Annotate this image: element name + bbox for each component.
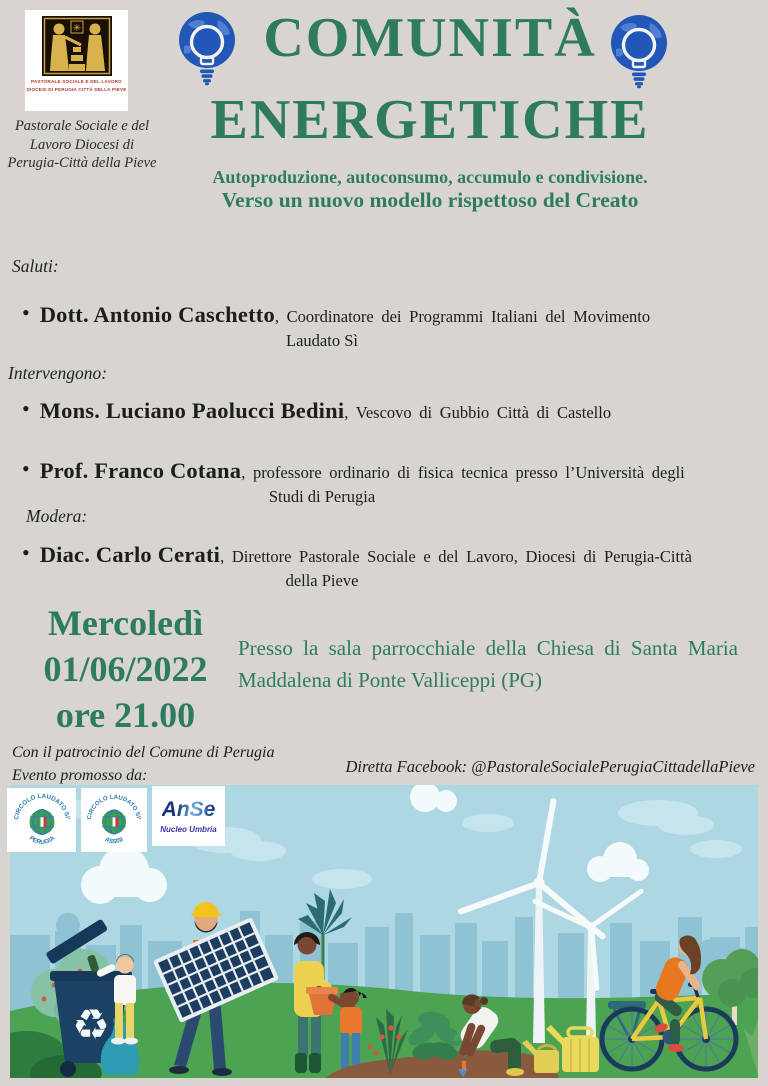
section-label-modera: Modera: [26, 506, 88, 526]
section-label-saluti: Saluti: [12, 256, 59, 276]
speaker-role-continued: Studi di Perugia [268, 487, 376, 506]
circle-logo-city-text: PERUGIA [27, 834, 56, 847]
anse-subtext: Nucleo Umbria [160, 825, 217, 834]
event-venue: Presso la sala parrocchiale della Chiesa di Santa Maria Maddalena di Ponte Valliceppi (PG) [238, 636, 738, 692]
speaker-role: , Coordinatore dei Programmi Italiani del Movimento [274, 307, 651, 326]
event-date: 01/06/2022 [43, 649, 208, 690]
bullet-icon: • [22, 540, 30, 565]
speaker-item [22, 396, 736, 424]
svg-text:PERUGIA [27, 834, 56, 846]
speaker-name: Diac. Carlo Cerati [39, 542, 221, 567]
facebook-live-text: Diretta Facebook: @PastoraleSocialePerugiaCittadellaPieve [345, 757, 755, 776]
svg-text:♻: ♻ [72, 1000, 110, 1049]
promoted-by-label: Evento promosso da: [12, 767, 148, 784]
event-datetime [18, 600, 233, 738]
page-title-line2: ENERGETICHE [210, 89, 650, 151]
speaker-name: Mons. Luciano Paolucci Bedini [39, 398, 345, 423]
speaker-role: , Vescovo di Gubbio Città di Castello [344, 403, 612, 422]
diocese-emblem-icon [41, 15, 113, 77]
speaker-role-continued: della Pieve [285, 571, 359, 590]
speaker-item [22, 456, 736, 507]
logo-circolo-laudato-si-perugia [7, 788, 76, 852]
event-time: ore 21.00 [55, 695, 196, 736]
bullet-icon: • [22, 300, 30, 325]
speaker-role-continued: Laudato Sì [286, 331, 358, 350]
page-title-line1: COMUNITÀ [263, 7, 597, 69]
event-day: Mercoledì [47, 603, 204, 643]
diocese-emblem-caption-1: PASTORALE SOCIALE E DEL LAVORO [31, 79, 122, 84]
bullet-icon: • [22, 456, 30, 481]
diocese-emblem-caption-2: DIOCESI DI PERUGIA CITTÀ DELLA PIEVE [26, 87, 127, 93]
diocese-logo [25, 10, 128, 111]
speaker-item [22, 300, 736, 351]
section-label-intervengono: Intervengono: [8, 363, 108, 383]
anse-wordmark: AnSe [161, 798, 216, 821]
subtitle-line2: Verso un nuovo modello rispettoso del Creato [221, 188, 639, 212]
logo-anse-nucleo-umbria [152, 786, 225, 846]
svg-text:✳: ✳ [72, 23, 81, 34]
speaker-role: , professore ordinario di fisica tecnica presso l’Università degli [241, 463, 685, 482]
logo-circolo-laudato-si-assisi [81, 788, 147, 852]
diocese-caption: Pastorale Sociale e del Lavoro Diocesi di Perugia-Città della Pieve [7, 118, 157, 172]
circle-logo-top-text: CIRCOLO LAUDATO SI' [85, 793, 143, 821]
bullet-icon: • [22, 396, 30, 421]
patronage-text: Con il patrocinio del Comune di Perugia [12, 744, 275, 761]
circle-logo-city-text: ASSISI [103, 836, 125, 846]
speaker-role: , Direttore Pastorale Sociale e del Lavoro, Diocesi di Perugia-Città [220, 547, 692, 566]
speaker-name: Dott. Antonio Caschetto [39, 302, 275, 327]
circle-logo-top-text: CIRCOLO LAUDATO SI' [12, 792, 71, 821]
speaker-name: Prof. Franco Cotana [39, 458, 242, 483]
subtitle-line1: Autoproduzione, autoconsumo, accumulo e condivisione. [212, 167, 648, 187]
svg-text:ASSISI [104, 836, 125, 845]
speaker-item [22, 540, 736, 591]
